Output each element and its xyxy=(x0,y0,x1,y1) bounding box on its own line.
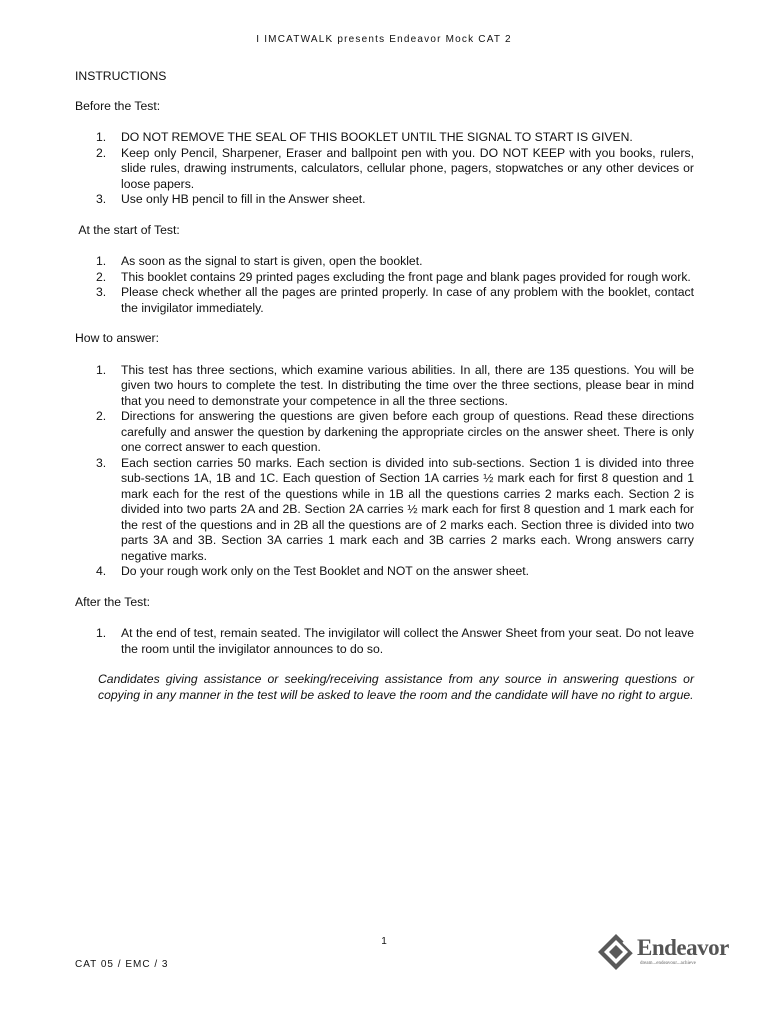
page-number: 1 xyxy=(381,936,387,947)
logo-wordmark: Endeavor xyxy=(637,935,729,960)
before-test-list xyxy=(75,130,694,208)
list-item: 3. Please check whether all the pages are printed properly. In case of any problem with the booklet, contact the invigilator immediately. xyxy=(96,285,694,315)
warning-note: Candidates giving assistance or seeking/receiving assistance from any source in answering questions or copying in any manner in the test will be asked to leave the room and the candidate will have no right to argue. xyxy=(98,672,694,702)
after-test-heading: After the Test: xyxy=(75,594,150,609)
list-item: 1. This test has three sections, which examine various abilities. In all, there are 135 questions. You will be given two hours to complete the test. In distributing the time over the three sections, please bear in mind that you need to demonstrate your competence in all the three sections. xyxy=(96,362,694,408)
endeavor-logo-icon xyxy=(597,933,635,971)
list-item: 3. Use only HB pencil to fill in the Answer sheet. xyxy=(96,192,366,206)
list-item: 3. Each section carries 50 marks. Each section is divided into sub-sections. Section 1 is divided into three sub-sections 1A, 1B and 1C. Each question of Section 1A carries ½ mark each for first 8 question and 1 mark each for the rest of the questions while in 1B all the questions carries 2 marks each. Section 2 is divided into two parts 2A and 2B. Section 2A carries ½ mark each for first 8 question and 1 mark each for the rest of the questions and in 2B all the questions are of 2 marks each. Section three is divided into two parts 3A and 3B. Section 3A carries 1 mark each and 3B carries 2 marks each. Wrong answers carry negative marks. xyxy=(96,455,694,563)
logo-tagline: dream...endeavour...achieve xyxy=(640,961,696,966)
how-to-answer-heading: How to answer: xyxy=(75,331,159,345)
endeavor-logo xyxy=(597,932,729,972)
start-test-list xyxy=(75,254,694,316)
list-item: 2. Keep only Pencil, Sharpener, Eraser and ballpoint pen with you. DO NOT KEEP with you books, rulers, slide rules, drawing instruments, calculators, cellular phone, pagers, stopwatches or any other devices or loose papers. xyxy=(96,145,694,191)
list-item: 1. DO NOT REMOVE THE SEAL OF THIS BOOKLET UNTIL THE SIGNAL TO START IS GIVEN. xyxy=(96,130,633,144)
before-test-heading: Before the Test: xyxy=(75,98,161,113)
list-item: 1. As soon as the signal to start is given, open the booklet. xyxy=(96,254,423,268)
list-item: 2. Directions for answering the questions are given before each group of questions. Read these directions carefully and answer the question by darkening the appropriate circles on the answer sheet. There is only one correct answer to each question. xyxy=(96,409,694,454)
instructions-title: INSTRUCTIONS xyxy=(75,69,167,83)
after-test-list xyxy=(75,626,694,657)
instructions-content xyxy=(75,69,694,703)
start-test-heading: At the start of Test: xyxy=(78,222,180,237)
list-item: 2. This booklet contains 29 printed pages excluding the front page and blank pages provided for rough work. xyxy=(96,269,691,284)
list-item: 1. At the end of test, remain seated. The invigilator will collect the Answer Sheet from your seat. Do not leave the room until the invigilator announces to do so. xyxy=(96,626,694,656)
list-item: 4. Do your rough work only on the Test Booklet and NOT on the answer sheet. xyxy=(96,564,530,578)
page-header: I IMCATWALK presents Endeavor Mock CAT 2 xyxy=(256,34,512,45)
how-to-answer-list xyxy=(75,363,694,580)
footer-code: CAT 05 / EMC / 3 xyxy=(75,959,169,970)
